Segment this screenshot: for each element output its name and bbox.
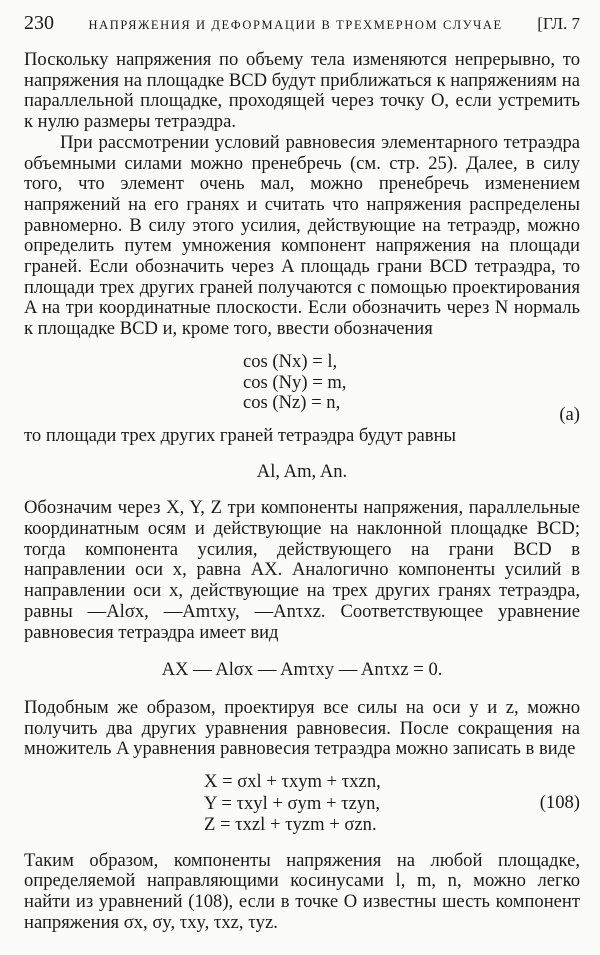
- paragraph-2: При рассмотрении условий равновесия элементарного тетраэдра объемными силами можно пренебречь (см. стр. 25). Далее, в силу того, что элемент очень мал, можно пренебречь изменением напряжений на его гранях и считать что напряжения распределены равномерно. В силу этого усилия, действующие на тетраэдр, можно определить путем умножения компонент напряжения на площади граней. Если обозначить через A площадь грани BCD тетраэдра, то площади трех других граней получаются с помощью проектирования A на три координатные плоскости. Если обозначить через N нормаль к площадке BCD и, кроме того, ввести обозначения: [24, 131, 580, 340]
- paragraph-5: Подобным же образом, проектируя все силы на оси y и z, можно получить два других уравнения равновесия. После сокращения на множитель A уравнения равновесия тетраэдра можно записать в виде: [24, 696, 580, 760]
- equation-areas: Al, Am, An.: [256, 460, 348, 482]
- running-title: НАПРЯЖЕНИЯ И ДЕФОРМАЦИИ В ТРЕХМЕРНОМ СЛУЧАЕ: [88, 18, 503, 32]
- equation-108-label: (108): [539, 792, 580, 814]
- equation-108-line-2: Y = τxyl + σym + τzyn,: [204, 792, 381, 814]
- equation-108: [24, 772, 580, 837]
- paragraph-6: Таким образом, компоненты напряжения на любой площадке, определяемой направляющими косинусами l, m, n, можно легко найти из уравнений (108), если в точке O известны шесть компонент напряжения σx, σy, τxy, τxz, τyz.: [24, 849, 580, 933]
- equation-a-line-2: cos (Ny) = m,: [243, 371, 347, 393]
- equation-equilibrium: AX — Alσx — Amτxy — Anτxz = 0.: [161, 659, 443, 681]
- equation-a-line-1: cos (Nx) = l,: [243, 350, 338, 372]
- page-header: [24, 12, 580, 40]
- book-page: [24, 12, 580, 933]
- equation-a-line-3: cos (Nz) = n,: [243, 392, 341, 414]
- equation-a: [24, 350, 580, 425]
- chapter-ref: [ГЛ. 7: [537, 14, 580, 33]
- paragraph-4: Обозначим через X, Y, Z три компоненты напряжения, параллельные координатным осям и действующие на наклонной площадке BCD; тогда компонента усилия, действующего на грани BCD в направлении оси x, равна AX. Аналогично компоненты усилий в направлении оси x, действующие на трех других гранях тетраэдра, равны —Alσx, —Amτxy, —Anτxz. Соответствующее уравнение равновесия тетраэдра имеет вид: [24, 497, 580, 643]
- equation-108-line-1: X = σxl + τxym + τxzn,: [204, 771, 381, 793]
- equation-a-label: (a): [559, 403, 580, 425]
- paragraph-1: Поскольку напряжения по объему тела изменяются непрерывно, то напряжения на площадке BCD будут приближаться к напряжениям на параллельной площадке, проходящей через точку O, если устремить к нулю размеры тетраэдра.: [24, 49, 580, 133]
- equation-108-line-3: Z = τxzl + τyzm + σzn.: [204, 814, 377, 836]
- paragraph-3: то площади трех других граней тетраэдра будут равны: [24, 424, 457, 446]
- page-number: 230: [24, 12, 54, 34]
